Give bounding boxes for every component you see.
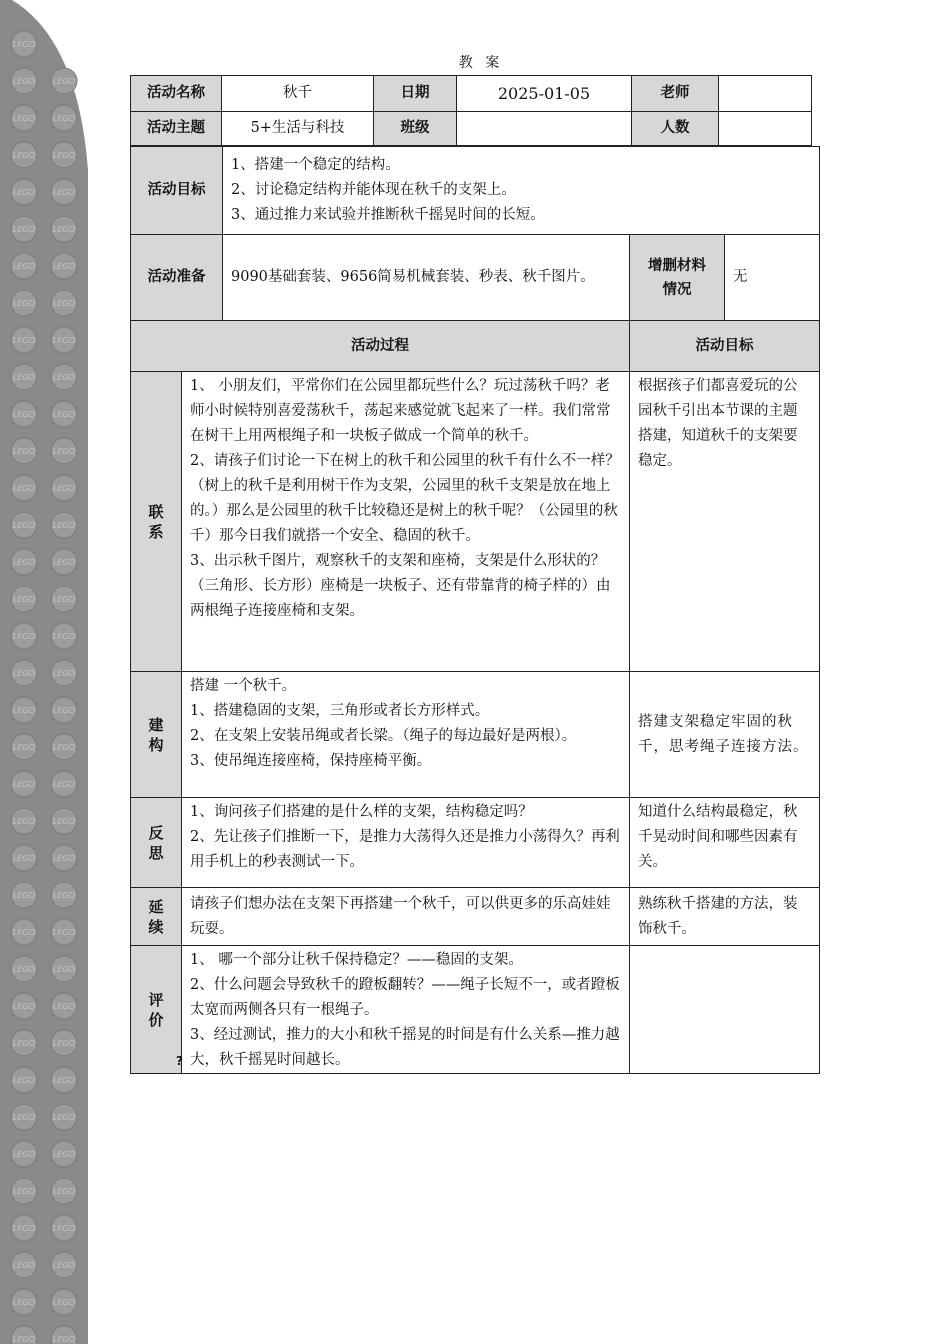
lego-stud-logo: LEGO xyxy=(52,595,76,604)
process-paragraph: 请孩子们想办法在支架下再搭建一个秋千，可以供更多的乐高娃娃玩耍。 xyxy=(190,895,611,937)
lego-stud-logo: LEGO xyxy=(12,558,36,567)
date-label: 日期 xyxy=(374,76,457,112)
lego-stud-logo: LEGO xyxy=(52,558,76,567)
lego-stud-logo: LEGO xyxy=(52,1335,76,1344)
process-paragraph: 2、先让孩子们推断一下，是推力大荡得久还是推力小荡得久？再利用手机上的秒表测试一下。 xyxy=(190,829,620,870)
section-process xyxy=(182,798,630,888)
target-header: 活动目标 xyxy=(630,321,820,372)
lego-stud-logo: LEGO xyxy=(52,1113,76,1122)
lego-stud-logo: LEGO xyxy=(12,706,36,715)
section-process xyxy=(182,372,630,672)
lego-stud-logo: LEGO xyxy=(52,891,76,900)
lego-stud-logo: LEGO xyxy=(12,595,36,604)
lego-stud-logo: LEGO xyxy=(52,1039,76,1048)
process-paragraph: 3、经过测试，推力的大小和秋千摇晃的时间是有什么关系—推力越大，秋千摇晃时间越长。 xyxy=(190,1027,620,1068)
class-value xyxy=(457,112,632,146)
count-label: 人数 xyxy=(632,112,719,146)
lego-stud-logo: LEGO xyxy=(52,632,76,641)
extra-materials-value: 无 xyxy=(725,235,820,321)
lego-stud-logo: LEGO xyxy=(12,521,36,530)
teacher-value xyxy=(719,76,812,112)
lego-stud-logo: LEGO xyxy=(52,965,76,974)
preparation-text: 9090基础套装、9656简易机械套装、秒表、秋千图片。 xyxy=(223,235,630,321)
section-name: 建构 xyxy=(131,672,182,798)
lego-stud-logo: LEGO xyxy=(52,1187,76,1196)
process-paragraph: 1、询问孩子们搭建的是什么样的支架，结构稳定吗？ xyxy=(190,804,533,820)
process-paragraph: 1、搭建稳固的支架，三角形或者长方形样式。 xyxy=(190,703,490,719)
lego-stud-logo: LEGO xyxy=(12,114,36,123)
lego-stud-logo: LEGO xyxy=(52,928,76,937)
lego-stud-logo: LEGO xyxy=(52,447,76,456)
lego-stud-logo: LEGO xyxy=(12,780,36,789)
stray-mark: ? xyxy=(176,1054,183,1068)
class-label: 班级 xyxy=(374,112,457,146)
process-paragraph: 1、 哪一个部分让秋千保持稳定？——稳固的支架。 xyxy=(190,952,523,968)
lego-stud-logo: LEGO xyxy=(12,891,36,900)
lego-stud-logo: LEGO xyxy=(12,965,36,974)
lego-stud-logo: LEGO xyxy=(52,299,76,308)
lego-stud-logo: LEGO xyxy=(52,484,76,493)
lego-stud-logo: LEGO xyxy=(12,151,36,160)
lego-stud-logo: LEGO xyxy=(52,1076,76,1085)
lego-stud-logo: LEGO xyxy=(12,1335,36,1344)
lego-stud-logo: LEGO xyxy=(12,632,36,641)
goal-item: 3、通过推力来试验并推断秋千摇晃时间的长短。 xyxy=(231,207,545,223)
goal-item: 1、搭建一个稳定的结构。 xyxy=(231,157,400,173)
goals-prep-table xyxy=(130,146,820,321)
lego-stud-logo: LEGO xyxy=(12,1261,36,1270)
lego-stud-logo: LEGO xyxy=(12,817,36,826)
process-paragraph: 2、在支架上安装吊绳或者长梁。（绳子的每边最好是两根）。 xyxy=(190,728,577,744)
lego-stud-logo: LEGO xyxy=(12,484,36,493)
lego-stud-logo: LEGO xyxy=(12,1113,36,1122)
document-title: 教 案 xyxy=(458,55,504,71)
lego-stud-logo: LEGO xyxy=(52,706,76,715)
theme-label: 活动主题 xyxy=(131,112,222,146)
section-name: 联系 xyxy=(131,372,182,672)
theme-value: 5+生活与科技 xyxy=(222,112,374,146)
lego-stud-logo: LEGO xyxy=(12,1150,36,1159)
lego-stud-logo: LEGO xyxy=(12,410,36,419)
process-table xyxy=(130,320,820,1074)
lego-stud-logo: LEGO xyxy=(52,521,76,530)
lego-stud-logo: LEGO xyxy=(52,1298,76,1307)
goals-label: 活动目标 xyxy=(131,147,223,235)
lego-stud-logo: LEGO xyxy=(12,1187,36,1196)
count-value xyxy=(719,112,812,146)
section-target: 熟练秋千搭建的方法，装饰秋千。 xyxy=(630,888,820,946)
lego-stud-logo: LEGO xyxy=(52,1261,76,1270)
lego-stud-logo: LEGO xyxy=(52,817,76,826)
lego-stud-logo: LEGO xyxy=(12,1002,36,1011)
section-name: 反思 xyxy=(131,798,182,888)
lego-stud-logo: LEGO xyxy=(12,1298,36,1307)
lego-stud-logo: LEGO xyxy=(52,669,76,678)
lego-stud-logo: LEGO xyxy=(52,225,76,234)
section-target: 知道什么结构最稳定，秋千晃动时间和哪些因素有关。 xyxy=(630,798,820,888)
lego-stud-logo: LEGO xyxy=(52,336,76,345)
lego-stud-logo: LEGO xyxy=(12,336,36,345)
section-name: 延续 xyxy=(131,888,182,946)
lego-stud-logo: LEGO xyxy=(12,743,36,752)
section-process xyxy=(182,672,630,798)
section-process xyxy=(182,946,630,1074)
lego-stud-logo: LEGO xyxy=(52,780,76,789)
teacher-label: 老师 xyxy=(632,76,719,112)
lego-stud-logo: LEGO xyxy=(52,188,76,197)
process-paragraph: 2、请孩子们讨论一下在树上的秋千和公园里的秋千有什么不一样？（树上的秋千是利用树干作为支架，公园里的秋千支架是放在地上的。）那么是公园里的秋千比较稳还是树上的秋千呢？（公园里的秋千）那今日我们就搭一个安全、稳固的秋千。 xyxy=(190,453,620,544)
lego-stud-logo: LEGO xyxy=(12,669,36,678)
lego-stud-logo: LEGO xyxy=(12,1039,36,1048)
lego-stud-logo: LEGO xyxy=(52,410,76,419)
lego-stud-logo: LEGO xyxy=(12,40,36,49)
lego-stud-logo: LEGO xyxy=(52,262,76,271)
section-process xyxy=(182,888,630,946)
lego-stud-logo: LEGO xyxy=(12,262,36,271)
lego-stud-logo: LEGO xyxy=(12,1076,36,1085)
lego-stud-logo: LEGO xyxy=(12,77,36,86)
lego-stud-logo: LEGO xyxy=(12,188,36,197)
lego-stud-logo: LEGO xyxy=(52,743,76,752)
lego-stud-logo: LEGO xyxy=(12,447,36,456)
lego-stud-logo: LEGO xyxy=(12,225,36,234)
lego-stud-logo: LEGO xyxy=(12,299,36,308)
header-table xyxy=(130,75,812,146)
lego-stud-logo: LEGO xyxy=(12,373,36,382)
process-paragraph: 3、使吊绳连接座椅，保持座椅平衡。 xyxy=(190,753,432,769)
section-target xyxy=(630,946,820,1074)
lego-stud-logo: LEGO xyxy=(52,1224,76,1233)
process-paragraph: 3、出示秋千图片，观察秋千的支架和座椅，支架是什么形状的？（三角形、长方形）座椅是一块板子、还有带靠背的椅子样的）由两根绳子连接座椅和支架。 xyxy=(190,553,611,619)
process-paragraph: 1、 小朋友们，平常你们在公园里都玩些什么？玩过荡秋千吗？老师小时候特别喜爱荡秋千，荡起来感觉就飞起来了一样。我们常常在树干上用两根绳子和一块板子做成一个简单的秋千。 xyxy=(190,378,611,444)
date-value: 2025-01-05 xyxy=(457,76,632,112)
lego-stud-logo: LEGO xyxy=(52,373,76,382)
section-name: 评价 ? xyxy=(131,946,182,1074)
extra-materials-label: 增删材料情况 xyxy=(630,235,725,321)
process-header: 活动过程 xyxy=(131,321,630,372)
lego-stud-logo: LEGO xyxy=(12,854,36,863)
activity-name-value: 秋千 xyxy=(222,76,374,112)
lego-stud-logo: LEGO xyxy=(12,928,36,937)
section-target: 搭建支架稳定牢固的秋千，思考绳子连接方法。 xyxy=(630,672,820,798)
lego-stud-logo: LEGO xyxy=(12,1224,36,1233)
lego-stud-logo: LEGO xyxy=(52,151,76,160)
process-paragraph: 搭建 一个秋千。 xyxy=(190,678,297,694)
section-target: 根据孩子们都喜爱玩的公园秋千引出本节课的主题搭建，知道秋千的支架要稳定。 xyxy=(630,372,820,672)
lego-baseplate-decoration xyxy=(0,0,90,1344)
process-paragraph: 2、什么问题会导致秋千的蹬板翻转？——绳子长短不一，或者蹬板太宽而两侧各只有一根绳子。 xyxy=(190,977,620,1018)
lego-stud-logo: LEGO xyxy=(52,1002,76,1011)
preparation-label: 活动准备 xyxy=(131,235,223,321)
lego-stud-logo: LEGO xyxy=(52,114,76,123)
lego-stud-logo: LEGO xyxy=(52,854,76,863)
goal-item: 2、讨论稳定结构并能体现在秋千的支架上。 xyxy=(231,182,516,198)
lego-stud-logo: LEGO xyxy=(52,77,76,86)
lego-stud-logo: LEGO xyxy=(52,1150,76,1159)
activity-name-label: 活动名称 xyxy=(131,76,222,112)
goals-list xyxy=(223,147,820,235)
